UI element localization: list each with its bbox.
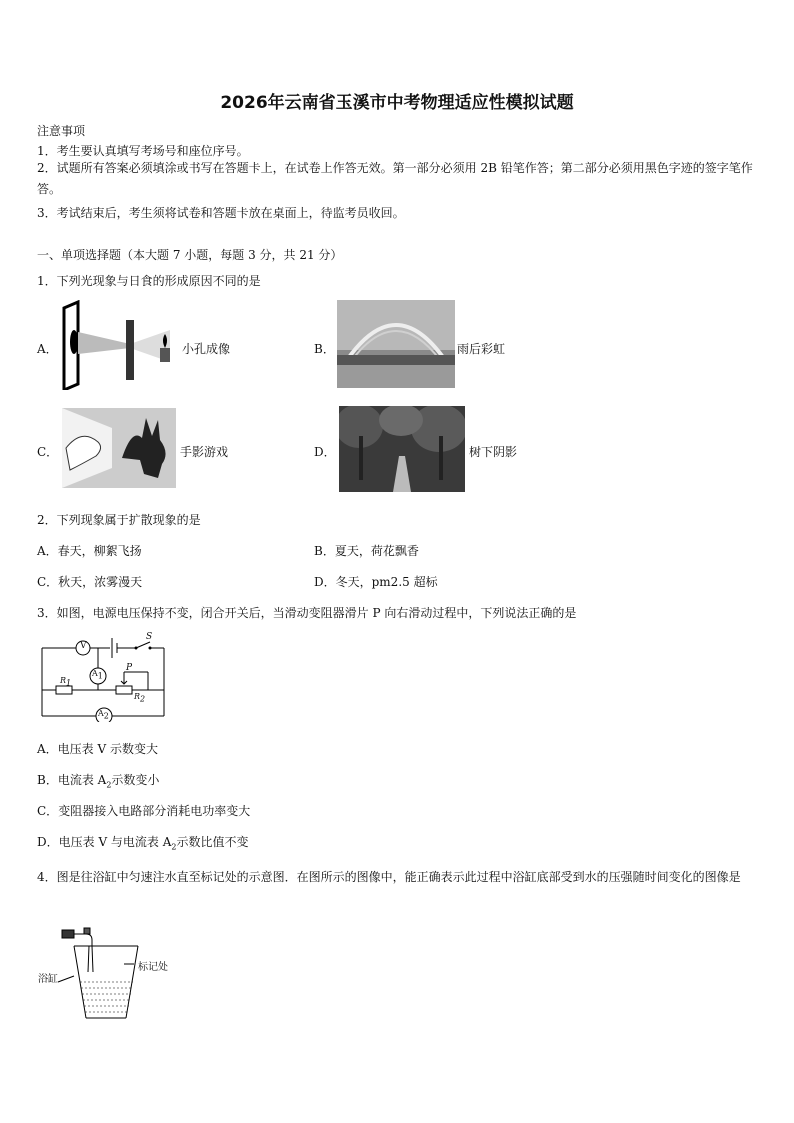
notes-item-1: 1．考生要认真填写考场号和座位序号。 (37, 144, 249, 158)
q1-option-c-letter: C． (37, 445, 59, 459)
pinhole-image-figure (60, 300, 180, 390)
bathtub-label: 浴缸 (38, 974, 58, 985)
q4-stem: 4．图是往浴缸中匀速注水直至标记处的示意图．在图所示的图像中，能正确表示此过程中浴缸底部受到水的压强随时间变化的图像是 (37, 870, 741, 884)
q2-option-c: C．秋天，浓雾漫天 (37, 575, 143, 589)
q3-option-c (37, 802, 250, 819)
q3-option-b-text: 电流表 A (57, 773, 107, 787)
q2-option-b: B．夏天，荷花飘香 (314, 544, 419, 558)
ammeter-a2-letter: A (98, 709, 104, 718)
q1-stem: 1．下列光现象与日食的形成原因不同的是 (37, 274, 261, 288)
circuit-diagram (38, 634, 170, 722)
q3-option-a-letter: A． (37, 742, 58, 756)
resistor-r2-label (134, 692, 145, 704)
switch-label: S (146, 632, 153, 642)
hand-shadow-figure (62, 408, 176, 488)
q3-option-b-letter: B． (37, 773, 58, 787)
page-title: 2026年云南省玉溪市中考物理适应性模拟试题 (220, 93, 574, 113)
q2-option-a: A．春天，柳絮飞扬 (37, 544, 142, 558)
ammeter-a1-letter: A (92, 669, 98, 678)
q1-option-d-letter: D． (314, 445, 336, 459)
q3-option-b-subscript: 2 (106, 780, 112, 790)
q1-option-a-caption: 小孔成像 (182, 342, 231, 356)
notes-item-3: 3．考试结束后，考生须将试卷和答题卡放在桌面上，待监考员收回。 (37, 206, 405, 220)
q3-option-b-tail: 示数变小 (111, 773, 160, 787)
q1-option-a-letter: A． (37, 342, 58, 356)
q3-option-d-text: 电压表 V 与电流表 A (58, 835, 172, 849)
q1-option-b-letter: B． (314, 342, 335, 356)
q2-option-d: D．冬天，pm2.5 超标 (314, 575, 438, 589)
q3-option-a (37, 740, 158, 757)
voltmeter-label: V (80, 641, 87, 651)
q3-option-d-letter: D． (37, 835, 59, 849)
q3-option-c-text: 变阻器接入电路部分消耗电功率变大 (58, 804, 251, 818)
rainbow-photo-figure (337, 300, 455, 388)
section-heading: 一、单项选择题（本大题 7 小题，每题 3 分，共 21 分） (37, 248, 343, 262)
slider-p-label: P (126, 663, 133, 673)
q1-option-c-caption: 手影游戏 (180, 445, 229, 459)
resistor-r1-letter: R (60, 676, 67, 685)
q3-option-b (37, 771, 159, 789)
resistor-r2-letter: R (134, 692, 141, 701)
resistor-r1-subscript: 1 (66, 678, 72, 688)
mark-label: 标记处 (138, 962, 168, 973)
q3-stem: 3．如图，电源电压保持不变，闭合开关后，当滑动变阻器滑片 P 向右滑动过程中，下列说法正确的是 (37, 606, 577, 620)
ammeter-a2-label (98, 709, 109, 721)
ammeter-a1-subscript: 1 (97, 671, 103, 681)
tree-shade-photo-figure (339, 406, 465, 492)
bathtub-figure (38, 924, 178, 1024)
notes-heading: 注意事项 (37, 124, 86, 138)
q3-option-a-text: 电压表 V 示数变大 (57, 742, 158, 756)
q3-option-d-subscript: 2 (171, 842, 177, 852)
q1-option-b-caption: 雨后彩虹 (457, 342, 506, 356)
q1-option-d-caption: 树下阴影 (469, 445, 518, 459)
resistor-r2-subscript: 2 (140, 694, 146, 704)
q3-option-d (37, 833, 249, 851)
ammeter-a1-label (92, 669, 103, 681)
resistor-r1-label (60, 676, 71, 688)
ammeter-a2-subscript: 2 (103, 711, 109, 721)
q2-stem: 2．下列现象属于扩散现象的是 (37, 513, 201, 527)
q3-option-c-letter: C． (37, 804, 59, 818)
notes-item-2: 2．试题所有答案必须填涂或书写在答题卡上，在试卷上作答无效。第一部分必须用 2B 铅笔作答；第二部分必须用黑色字迹的签字笔作答。 (37, 161, 753, 196)
q3-option-d-tail: 示数比值不变 (176, 835, 249, 849)
